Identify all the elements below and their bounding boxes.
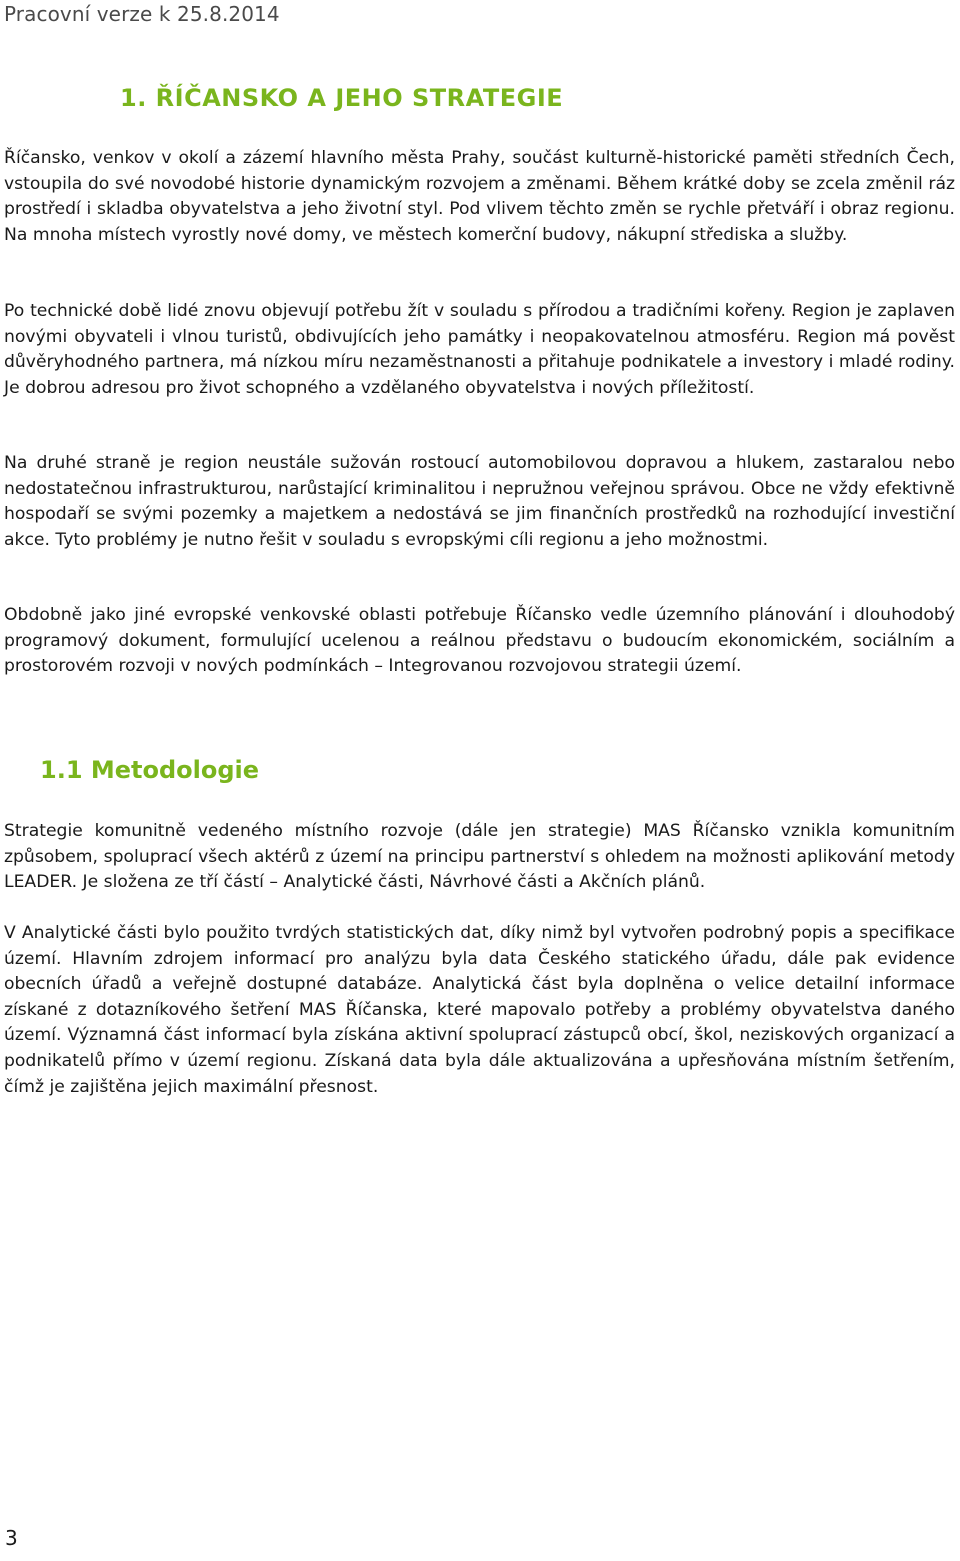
section-heading: 1. ŘÍČANSKO A JEHO STRATEGIE bbox=[120, 84, 564, 112]
paragraph: Na druhé straně je region neustále sužován rostoucí automobilovou dopravou a hlukem, zastaralou nebo nedostatečnou infrastrukturou, narůstající kriminalitou i nepružnou veřejnou správou. Obce ne vždy efektivně hospodaří se svými pozemky a majetkem a nedostává se jim finančních prostředků na rozhodující investiční akce. Tyto problémy je nutno řešit v souladu s evropskými cíli regionu a jeho možnostmi. bbox=[4, 453, 955, 550]
paragraph: Obdobně jako jiné evropské venkovské oblasti potřebuje Říčansko vedle územního plánování i dlouhodobý programový dokument, formulující ucelenou a reálnou představu o budoucím ekonomickém, sociálním a prostorovém rozvoji v nových podmínkách – Integrovanou rozvojovou strategii území. bbox=[4, 605, 955, 677]
subsection-heading: 1.1 Metodologie bbox=[40, 756, 260, 784]
paragraph: Říčansko, venkov v okolí a zázemí hlavního města Prahy, součást kulturně-historické paměti středních Čech, vstoupila do své novodobé historie dynamickým rozvojem a změnami. Během krátké doby se zcela změnil ráz prostředí i skladba obyvatelstva a jeho životní styl. Pod vlivem těchto změn se rychle přetváří i obraz regionu. Na mnoha místech vyrostly nové domy, ve městech komerční budovy, nákupní střediska a služby. bbox=[4, 148, 955, 245]
version-note: Pracovní verze k 25.8.2014 bbox=[4, 2, 280, 26]
paragraph: Strategie komunitně vedeného místního rozvoje (dále jen strategie) MAS Říčansko vznikla komunitním způsobem, spoluprací všech aktérů z území na principu partnerství s ohledem na možnosti aplikování metody LEADER. Je složena ze tří částí – Analytické části, Návrhové části a Akčních plánů. bbox=[4, 821, 955, 893]
paragraph: V Analytické části bylo použito tvrdých statistických dat, díky nimž byl vytvořen podrobný popis a specifikace území. Hlavním zdrojem informací pro analýzu byla data Českého statického úřadu, dále pak evidence obecních úřadů a veřejně dostupné databáze. Analytická část byla doplněna o velice detailní informace získané z dotazníkového šetření MAS Říčanska, které mapovalo potřeby a problémy obyvatelstva daného území. Významná část informací byla získána aktivní spoluprací zástupců obcí, škol, neziskových organizací a podnikatelů přímo v území regionu. Získaná data byla dále aktualizována a upřesňována místním šetřením, čímž je zajištěna jejich maximální přesnost. bbox=[4, 923, 955, 1097]
paragraph: Po technické době lidé znovu objevují potřebu žít v souladu s přírodou a tradičními kořeny. Region je zaplaven novými obyvateli i vlnou turistů, obdivujících jeho památky i neopakovatelnou atmosféru. Region má pověst důvěryhodného partnera, má nízkou míru nezaměstnanosti a přitahuje podnikatele a investory i mladé rodiny. Je dobrou adresou pro život schopného a vzdělaného obyvatelstva i nových příležitostí. bbox=[4, 301, 955, 398]
page-number: 3 bbox=[5, 1526, 18, 1550]
